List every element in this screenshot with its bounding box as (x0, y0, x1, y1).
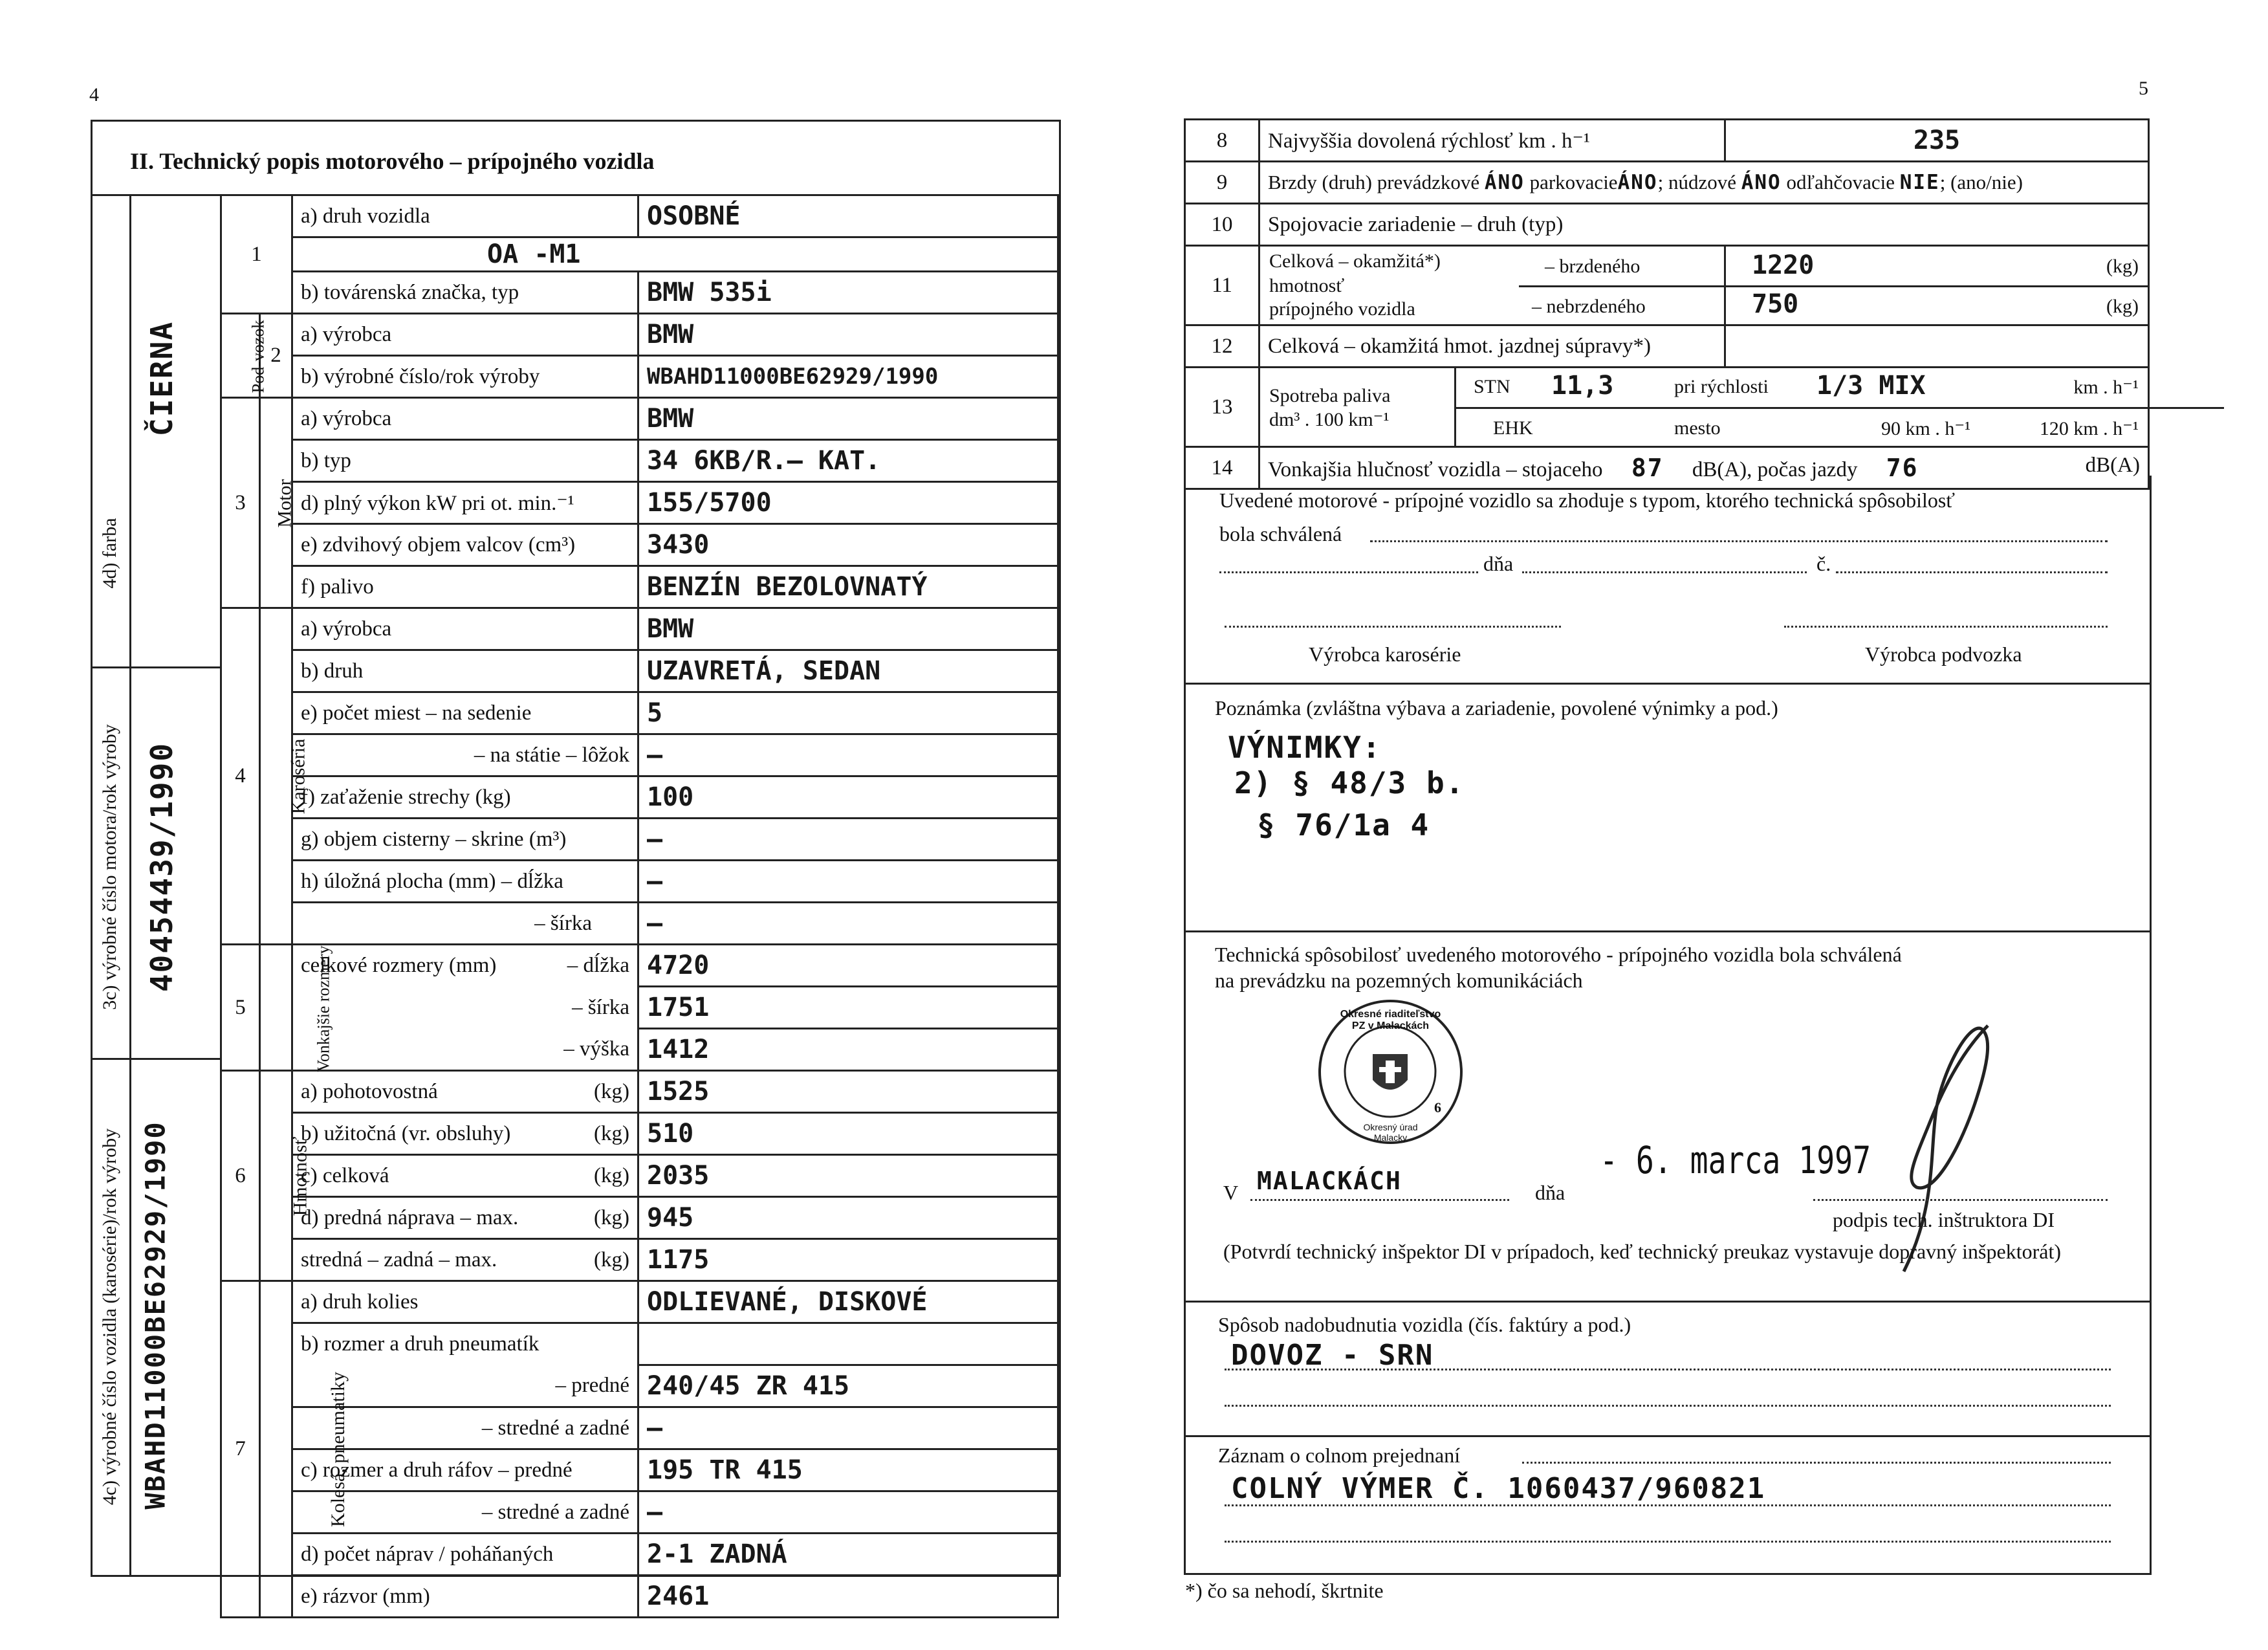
kol-pneu-predne-label: – predné (292, 1365, 638, 1407)
left-title: II. Technický popis motorového – prípojného vozidla (130, 148, 655, 174)
colne-value: COLNÝ VÝMER Č. 1060437/960821 (1231, 1472, 1766, 1505)
row-14-noise: Vonkajšia hlučnosť vozidla – stojaceho 87 dB(A), počas jazdy 76 dB(A) (1259, 447, 2149, 489)
row-9-brakes: Brzdy (druh) prevádzkové ÁNO parkovacieÁNO; núdzové ÁNO odľahčovacie NIE; (ano/nie) (1259, 162, 2149, 204)
table-row (1185, 325, 2149, 368)
podvozok-cislo-value: WBAHD11000BE62929/1990 (638, 356, 1058, 398)
nadobudnutie-label: Spôsob nadobudnutia vozidla (čís. faktúry a pod.) (1218, 1313, 1631, 1336)
kar-dlzka-label: h) úložná plocha (mm) – dĺžka (292, 861, 638, 903)
table-row (221, 356, 1058, 398)
table-row (221, 1029, 1058, 1071)
druh-vozidla-label: a) druh vozidla (292, 195, 638, 237)
table-row (221, 903, 1058, 945)
hm-celk-value: 2035 (638, 1155, 1058, 1197)
row-8-label: Najvyššia dovolená rýchlosť km . h⁻¹ (1259, 120, 1725, 162)
kar-druh-value: UZAVRETÁ, SEDAN (638, 650, 1058, 692)
vyrobca-karoserie: Výrobca karosérie (1309, 643, 1461, 666)
row-11-values: 1220 (kg) 750 (kg) (1725, 246, 2149, 325)
motor-typ-value: 34 6KB/R.– KAT. (638, 440, 1058, 482)
kol-razvor-value: 2461 (638, 1576, 1058, 1618)
hm-predna-value: 945 (638, 1197, 1058, 1239)
table-row (221, 861, 1058, 903)
sposobilost-line2: na prevádzku na pozemných komunikáciách (1215, 969, 1583, 992)
tovarenska-znacka-label: b) továrenská značka, typ (292, 272, 638, 314)
hm-uzit-value: 510 (638, 1113, 1058, 1155)
zhoda-dna: dňa (1483, 552, 1514, 575)
kol-pneu-label: b) rozmer a druh pneumatík (292, 1323, 638, 1365)
motor-objem-value: 3430 (638, 524, 1058, 566)
page-number-left: 4 (89, 84, 99, 105)
table-row (1185, 368, 2149, 447)
table-row (221, 945, 1058, 987)
hm-zadna-value: 1175 (638, 1239, 1058, 1281)
nadobudnutie-section (1184, 1301, 2152, 1437)
kol-pneu-predne-value: 240/45 ZR 415 (638, 1365, 1058, 1407)
side-farba (91, 194, 222, 668)
kol-rafy-predne-value: 195 TR 415 (638, 1449, 1058, 1491)
group-6-label: Hmotnosť (260, 1071, 292, 1281)
table-row (1185, 120, 2149, 162)
group-5-label: Vonkajšie rozmery (260, 945, 292, 1071)
row-13-consumption: Spotreba paliva dm³ . 100 km⁻¹ STN 11,3 pri rýchlosti 1/3 MIX km . h⁻¹ EHK mesto 90 km . h⁻¹ 120 km . h⁻¹ (1259, 368, 2149, 447)
table-row (221, 734, 1058, 776)
row-12-number: 12 (1185, 325, 1259, 368)
colne-label: Záznam o colnom prejednaní (1218, 1444, 1461, 1467)
row-8-value: 235 (1725, 120, 2149, 162)
rozm-sirka-label: – šírka (292, 987, 638, 1029)
kol-druh-label: a) druh kolies (292, 1281, 638, 1323)
table-row (1185, 246, 2149, 325)
row-11-number: 11 (1185, 246, 1259, 325)
zhoda-section (1184, 476, 2152, 685)
motor-no-value: 40454439/1990 (144, 742, 179, 993)
kol-rafy-zadne-value: – (638, 1491, 1058, 1534)
kar-druh-label: b) druh (292, 650, 638, 692)
table-row (221, 272, 1058, 314)
hm-pohot-label: a) pohotovostná (kg) (292, 1071, 638, 1113)
motor-typ-label: b) typ (292, 440, 638, 482)
row-13-number: 13 (1185, 368, 1259, 447)
table-row (221, 776, 1058, 819)
side-label-motor: 3c) výrobné číslo motora/rok výroby (99, 724, 120, 1010)
sposobilost-section (1184, 929, 2152, 1303)
official-stamp (1318, 1000, 1463, 1144)
poznamka-label: Poznámka (zvláštna výbava a zariadenie, povolené výnimky a pod.) (1215, 696, 1778, 720)
group-4-label: Karoséria (260, 608, 292, 945)
kar-dlzka-value: – (638, 861, 1058, 903)
kar-strecha-label: f) zaťaženie strechy (kg) (292, 776, 638, 819)
table-row (221, 482, 1058, 524)
rozm-dlzka-value: 4720 (638, 945, 1058, 987)
spos-date: - 6. marca 1997 (1600, 1138, 1871, 1182)
stamp-text: Okresné riaditeľstvo PZ v Malackách (1340, 1009, 1441, 1031)
row-8-number: 8 (1185, 120, 1259, 162)
tovarenska-znacka-value: BMW 535i (638, 272, 1058, 314)
row-10-number: 10 (1185, 204, 1259, 246)
kar-vyrobca-value: BMW (638, 608, 1058, 650)
table-row (221, 1576, 1058, 1618)
kar-statie-value: – (638, 734, 1058, 776)
side-body (91, 1058, 222, 1575)
row-9-number: 9 (1185, 162, 1259, 204)
right-table (1184, 118, 2150, 490)
kar-statie-label: – na státie – lôžok (292, 734, 638, 776)
spos-v: V (1223, 1181, 1239, 1204)
druh-vozidla-sub: OA -M1 (292, 237, 1058, 272)
side-label-body: 4c) výrobné číslo vozidla (karosérie)/rok výroby (99, 1128, 120, 1506)
group-1-number: 1 (221, 195, 292, 314)
kol-pneu-zadne-label: – stredné a zadné (292, 1407, 638, 1449)
table-row (221, 314, 1058, 356)
rozm-vyska-value: 1412 (638, 1029, 1058, 1071)
kol-napravy-value: 2-1 ZADNÁ (638, 1534, 1058, 1576)
table-row (221, 237, 1058, 272)
table-row (221, 440, 1058, 482)
vyrobca-podvozka: Výrobca podvozka (1865, 643, 2022, 666)
table-row (221, 566, 1058, 608)
farba-value: ČIERNA (144, 320, 179, 437)
kar-cisterna-label: g) objem cisterny – skrine (m³) (292, 819, 638, 861)
stamp-number: 6 (1434, 1099, 1441, 1116)
rozm-dlzka-label: celkové rozmery (mm) – dĺžka (292, 945, 638, 987)
zhoda-line2: bola schválená (1219, 522, 1342, 545)
page-number-right: 5 (2139, 78, 2148, 99)
kar-miest-value: 5 (638, 692, 1058, 734)
kar-miest-label: e) počet miest – na sedenie (292, 692, 638, 734)
kar-vyrobca-label: a) výrobca (292, 608, 638, 650)
kol-razvor-label: e) rázvor (mm) (292, 1576, 638, 1618)
row-12-label: Celková – okamžitá hmot. jazdnej súpravy*) (1259, 325, 1725, 368)
kar-sirka-label: – šírka (292, 903, 638, 945)
table-row (221, 819, 1058, 861)
body-no-value: WBAHD11000BE62929/1990 (139, 1121, 171, 1510)
kar-cisterna-value: – (638, 819, 1058, 861)
hm-pohot-value: 1525 (638, 1071, 1058, 1113)
rozm-label: celkové rozmery (mm) (301, 954, 497, 978)
hm-uzit-label: b) užitočná (vr. obsluhy) (kg) (292, 1113, 638, 1155)
group-2-number: 2 (260, 314, 292, 398)
zhoda-line1: Uvedené motorové - prípojné vozidlo sa zhoduje s typom, ktorého technická spôsobilosť (1219, 489, 1955, 512)
left-table (220, 194, 1059, 1618)
spos-podpis: podpis tech. inštruktora DI (1833, 1208, 2055, 1231)
side-label-farba: 4d) farba (99, 518, 120, 589)
zhoda-c: č. (1816, 552, 1831, 575)
row-14-number: 14 (1185, 447, 1259, 489)
poznamka-section (1184, 683, 2152, 932)
table-row (221, 1281, 1058, 1323)
spos-potvrdi: (Potvrdí technický inšpektor DI v prípadoch, keď technický preukaz vystavuje dopravný inšpektorát) (1223, 1240, 2061, 1263)
side-motor (91, 666, 222, 1060)
group-4-number: 4 (221, 608, 260, 945)
kol-rafy-zadne-label: – stredné a zadné (292, 1491, 638, 1534)
hm-celk-label: c) celková (kg) (292, 1155, 638, 1197)
podvozok-vyrobca-label: a) výrobca (292, 314, 638, 356)
table-row (221, 1197, 1058, 1239)
poznamka-line3: § 76/1a 4 (1257, 808, 1430, 842)
stamp-text-bottom: Okresný úrad Malacky (1363, 1122, 1418, 1143)
group-3-number: 3 (221, 398, 260, 608)
table-row (221, 1323, 1058, 1365)
druh-vozidla-value: OSOBNÉ (638, 195, 1058, 237)
footnote: *) čo sa nehodí, škrtnite (1185, 1579, 1384, 1602)
table-row (221, 195, 1058, 237)
kar-strecha-value: 100 (638, 776, 1058, 819)
motor-vyrobca-value: BMW (638, 398, 1058, 440)
kol-druh-value: ODLIEVANÉ, DISKOVÉ (638, 1281, 1058, 1323)
motor-palivo-label: f) palivo (292, 566, 638, 608)
motor-vyrobca-label: a) výrobca (292, 398, 638, 440)
table-row (221, 1155, 1058, 1197)
table-row (1185, 204, 2149, 246)
kol-rafy-predne-label: c) rozmer a druh ráfov – predné (292, 1449, 638, 1491)
table-row (221, 1534, 1058, 1576)
table-row (221, 608, 1058, 650)
colne-section (1184, 1433, 2152, 1575)
motor-vykon-value: 155/5700 (638, 482, 1058, 524)
kol-pneu-zadne-value: – (638, 1407, 1058, 1449)
table-row (221, 692, 1058, 734)
hm-zadna-label: stredná – zadná – max. (kg) (292, 1239, 638, 1281)
motor-vykon-label: d) plný výkon kW pri ot. min.⁻¹ (292, 482, 638, 524)
table-row (221, 1239, 1058, 1281)
group-7-number: 7 (221, 1281, 260, 1618)
group-3-label: Motor (260, 398, 292, 608)
kar-sirka-value: – (638, 903, 1058, 945)
podvozok-vyrobca-value: BMW (638, 314, 1058, 356)
table-row (221, 524, 1058, 566)
poznamka-line1: VÝNIMKY: (1228, 730, 1382, 765)
spos-v-value: MALACKÁCH (1257, 1167, 1402, 1195)
group-6-number: 6 (221, 1071, 260, 1281)
group-5-number: 5 (221, 945, 260, 1071)
poznamka-line2: 2) § 48/3 b. (1234, 765, 1465, 800)
table-row (221, 1071, 1058, 1113)
table-row (1185, 162, 2149, 204)
row-11-label: Celková – okamžitá*) hmotnosť prípojného vozidla – brzdeného – nebrzdeného (1259, 246, 1725, 325)
sposobilost-line1: Technická spôsobilosť uvedeného motorového - prípojného vozidla bola schválená (1215, 943, 1902, 966)
rozm-vyska-label: – výška (292, 1029, 638, 1071)
table-row (221, 1113, 1058, 1155)
table-row (221, 987, 1058, 1029)
row-10-label: Spojovacie zariadenie – druh (typ) (1259, 204, 2149, 246)
hm-predna-label: d) predná náprava – max. (kg) (292, 1197, 638, 1239)
kol-napravy-label: d) počet náprav / poháňaných (292, 1534, 638, 1576)
podvozok-cislo-label: b) výrobné číslo/rok výroby (292, 356, 638, 398)
spos-dna: dňa (1535, 1181, 1565, 1204)
table-row (221, 398, 1058, 440)
motor-palivo-value: BENZÍN BEZOLOVNATÝ (638, 566, 1058, 608)
table-row (221, 650, 1058, 692)
group-7-label: Kolesá, pneumatiky (260, 1281, 292, 1618)
group-2-label: Pod-vozok (221, 314, 260, 398)
motor-objem-label: e) zdvihový objem valcov (cm³) (292, 524, 638, 566)
rozm-sirka-value: 1751 (638, 987, 1058, 1029)
nadobudnutie-value: DOVOZ - SRN (1231, 1339, 1434, 1372)
